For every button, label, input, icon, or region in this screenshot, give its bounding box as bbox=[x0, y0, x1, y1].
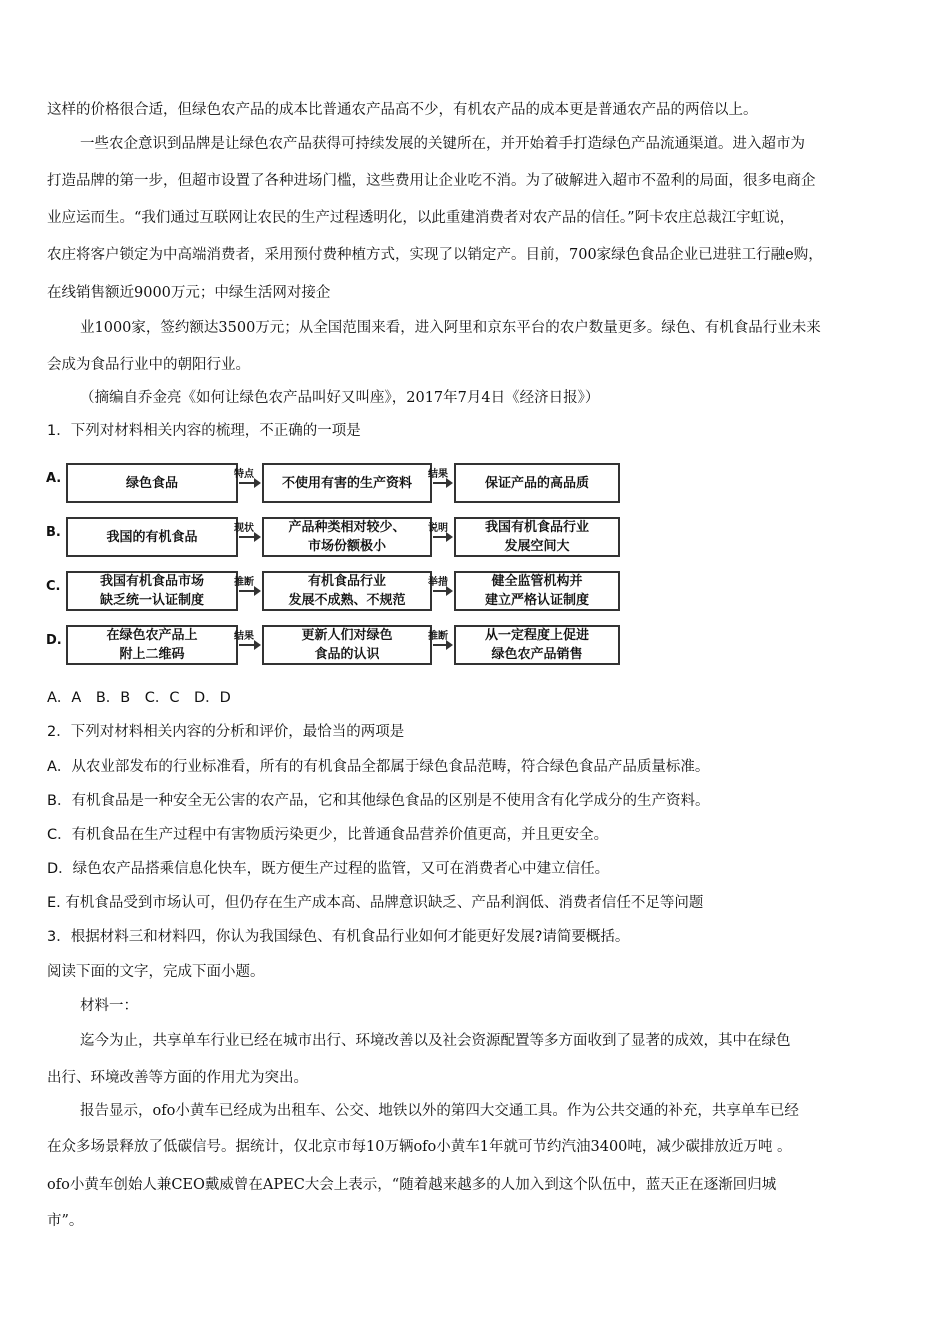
diagram-box: 我国的有机食品 bbox=[66, 517, 238, 557]
paragraph-line: 这样的价格很合适，但绿色农产品的成本比普通农产品高不少，有机农产品的成本更是普通农产品的两倍以上。 bbox=[47, 102, 758, 118]
row-label: A. bbox=[46, 471, 62, 486]
arrow-icon bbox=[433, 536, 447, 538]
paragraph-line: 农庄将客户锁定为中高端消费者，采用预付费种植方式，实现了以销定产。目前，700家绿色食品企业已进驻工行融e购， bbox=[47, 247, 823, 263]
arrow-label: 推断 bbox=[234, 577, 254, 588]
diagram-box: 产品种类相对较少、 市场份额极小 bbox=[262, 517, 432, 557]
paragraph-line: 一些农企意识到品牌是让绿色农产品获得可持续发展的关键所在，并开始着手打造绿色产品流通渠道。进入超市为 bbox=[80, 136, 805, 152]
arrow-icon bbox=[433, 644, 447, 646]
paragraph-line: 打造品牌的第一步，但超市设置了各种进场门槛，这些费用让企业吃不消。为了破解进入超市不盈利的局面，很多电商企 bbox=[47, 173, 816, 189]
reading-intro: 阅读下面的文字，完成下面小题。 bbox=[47, 964, 265, 980]
row-label: B. bbox=[46, 525, 61, 540]
arrow-label: 结果 bbox=[428, 469, 448, 480]
diagram-box: 健全监管机构并 建立严格认证制度 bbox=[454, 571, 620, 611]
question-1-options: A．A B．B C．C D．D bbox=[47, 690, 231, 706]
arrow-label: 现状 bbox=[234, 523, 254, 534]
diagram-box: 在绿色农产品上 附上二维码 bbox=[66, 625, 238, 665]
question-2-stem: 2．下列对材料相关内容的分析和评价，最恰当的两项是 bbox=[47, 724, 405, 740]
row-label: C. bbox=[46, 579, 61, 594]
diagram-box: 保证产品的高品质 bbox=[454, 463, 620, 503]
diagram-box: 我国有机食品市场 缺乏统一认证制度 bbox=[66, 571, 238, 611]
question-2-option-d: D．绿色农产品搭乘信息化快车，既方便生产过程的监管，又可在消费者心中建立信任。 bbox=[47, 861, 610, 877]
diagram-box: 不使用有害的生产资料 bbox=[262, 463, 432, 503]
arrow-label: 举措 bbox=[428, 577, 448, 588]
paragraph-line: 会成为食品行业中的朝阳行业。 bbox=[47, 357, 250, 373]
question-1-stem: 1．下列对材料相关内容的梳理，不正确的一项是 bbox=[47, 423, 361, 439]
diagram-box: 绿色食品 bbox=[66, 463, 238, 503]
question-2-option-c: C．有机食品在生产过程中有害物质污染更少，比普通食品营养价值更高，并且更安全。 bbox=[47, 827, 609, 843]
diagram-row-d bbox=[44, 621, 622, 669]
arrow-label: 说明 bbox=[428, 523, 448, 534]
paragraph-line: 在线销售额近9000万元；中绿生活网对接企 bbox=[47, 285, 331, 301]
diagram-row-b bbox=[44, 513, 622, 561]
row-label: D. bbox=[46, 633, 62, 648]
paragraph-line: 业1000家，签约额达3500万元；从全国范围来看，进入阿里和京东平台的农户数量更多。绿色、有机食品行业未来 bbox=[80, 320, 821, 336]
paragraph-line: 报告显示，ofo小黄车已经成为出租车、公交、地铁以外的第四大交通工具。作为公共交通的补充，共享单车已经 bbox=[80, 1103, 799, 1119]
paragraph-line: 业应运而生。“我们通过互联网让农民的生产过程透明化，以此重建消费者对农产品的信任。”阿卡农庄总裁江宇虹说， bbox=[47, 210, 795, 226]
paragraph-line: 迄今为止，共享单车行业已经在城市出行、环境改善以及社会资源配置等多方面收到了显著的成效，其中在绿色 bbox=[80, 1033, 791, 1049]
question-2-option-a: A．从农业部发布的行业标准看，所有的有机食品全都属于绿色食品范畴，符合绿色食品产品质量标准。 bbox=[47, 759, 710, 775]
diagram-row-c bbox=[44, 567, 622, 615]
arrow-icon bbox=[239, 482, 255, 484]
arrow-icon bbox=[239, 644, 255, 646]
diagram-row-a bbox=[44, 459, 622, 507]
paragraph-line: ofo小黄车创始人兼CEO戴威曾在APEC大会上表示，“随着越来越多的人加入到这个队伍中，蓝天正在逐渐回归城 bbox=[47, 1177, 777, 1193]
question-2-option-e: E. 有机食品受到市场认可，但仍存在生产成本高、品牌意识缺乏、产品利润低、消费者信任不足等问题 bbox=[47, 895, 704, 911]
source-citation: （摘编自乔金亮《如何让绿色农产品叫好又叫座》，2017年7月4日《经济日报》） bbox=[80, 390, 600, 406]
question-2-option-b: B．有机食品是一种安全无公害的农产品，它和其他绿色食品的区别是不使用含有化学成分的生产资料。 bbox=[47, 793, 710, 809]
paragraph-line: 市”。 bbox=[47, 1213, 84, 1229]
diagram-box: 有机食品行业 发展不成熟、不规范 bbox=[262, 571, 432, 611]
paragraph-line: 出行、环境改善等方面的作用尤为突出。 bbox=[47, 1070, 308, 1086]
arrow-icon bbox=[433, 482, 447, 484]
diagram-box: 更新人们对绿色 食品的认识 bbox=[262, 625, 432, 665]
paragraph-line: 在众多场景释放了低碳信号。据统计，仅北京市每10万辆ofo小黄车1年就可节约汽油3400吨，减少碳排放近万吨 。 bbox=[47, 1139, 792, 1155]
arrow-icon bbox=[239, 590, 255, 592]
diagram-box: 我国有机食品行业 发展空间大 bbox=[454, 517, 620, 557]
question-3-stem: 3．根据材料三和材料四，你认为我国绿色、有机食品行业如何才能更好发展?请简要概括。 bbox=[47, 929, 630, 945]
arrow-label: 推断 bbox=[428, 631, 448, 642]
diagram-box: 从一定程度上促进 绿色农产品销售 bbox=[454, 625, 620, 665]
arrow-label: 特点 bbox=[234, 469, 254, 480]
arrow-icon bbox=[433, 590, 447, 592]
arrow-icon bbox=[239, 536, 255, 538]
flow-diagram bbox=[44, 459, 622, 673]
arrow-label: 结果 bbox=[234, 631, 254, 642]
material-heading: 材料一： bbox=[80, 998, 138, 1014]
